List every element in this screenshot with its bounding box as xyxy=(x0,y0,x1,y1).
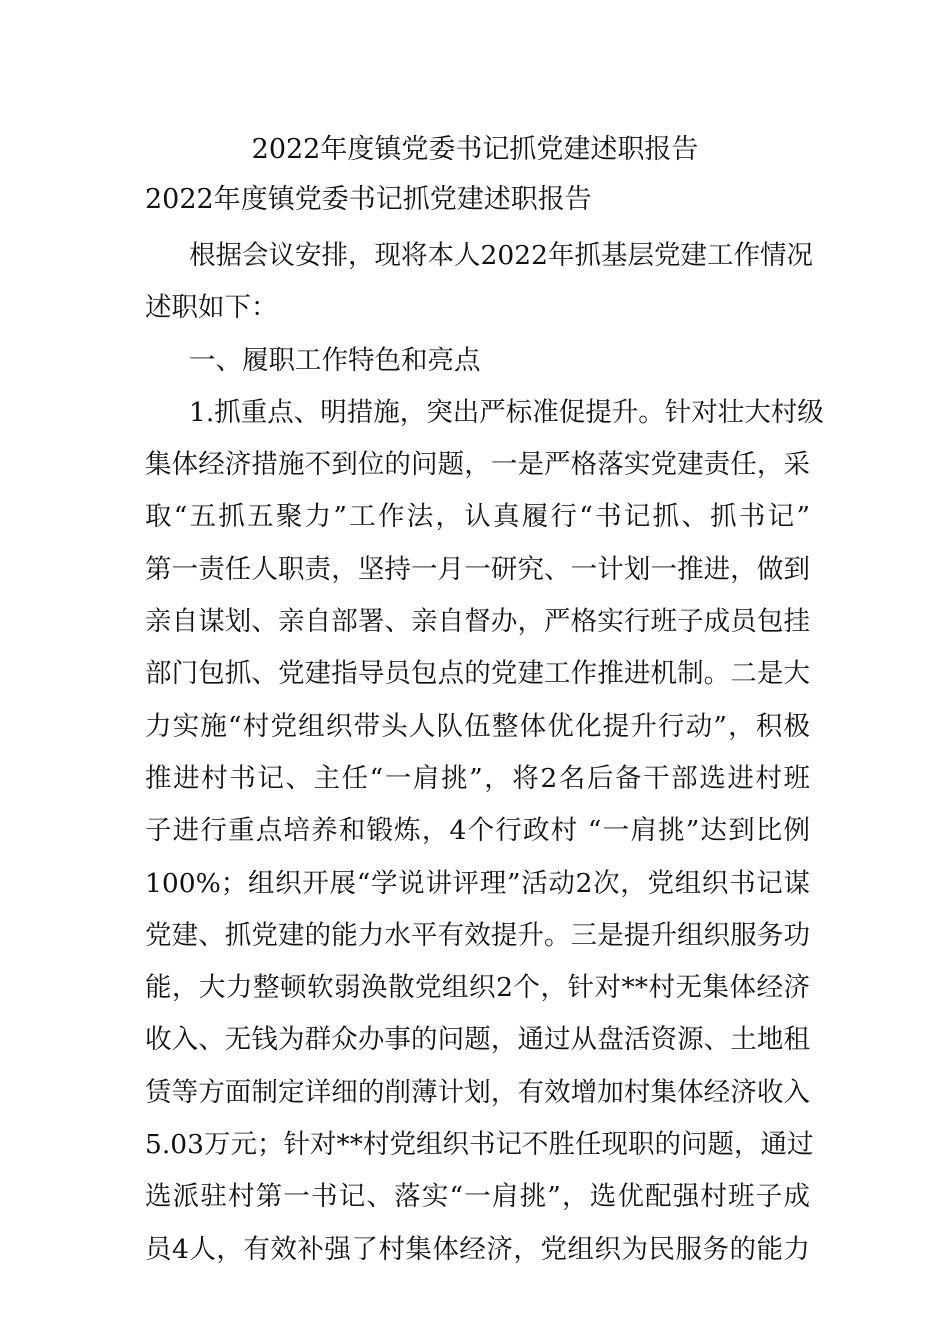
paragraph-line: 述职如下： xyxy=(145,292,278,324)
document-subtitle: 2022年度镇党委书记抓党建述职报告 xyxy=(145,184,592,215)
document-body xyxy=(145,230,824,1276)
paragraph-line: 收入、无钱为群众办事的问题，通过从盘活资源、土地租 xyxy=(145,1024,810,1056)
paragraph-line: 亲自谋划、亲自部署、亲自督办，严格实行班子成员包挂 xyxy=(145,606,810,638)
paragraph-line: 5.03万元；针对**村党组织书记不胜任现职的问题，通过 xyxy=(145,1129,814,1161)
paragraph-line: 集体经济措施不到位的问题，一是严格落实党建责任，采 xyxy=(145,449,810,481)
paragraph-line: 员4人，有效补强了村集体经济，党组织为民服务的能力 xyxy=(145,1233,810,1265)
paragraph-line: 能，大力整顿软弱涣散党组织2个，针对**村无集体经济 xyxy=(145,972,810,1004)
paragraph-line: 赁等方面制定详细的削薄计划，有效增加村集体经济收入 xyxy=(145,1076,810,1108)
paragraph-line: 力实施“村党组织带头人队伍整体优化提升行动”，积极 xyxy=(145,710,810,742)
paragraph-line: 根据会议安排，现将本人2022年抓基层党建工作情况 xyxy=(189,240,813,271)
paragraph-line: 推进村书记、主任“一肩挑”，将2名后备干部选进村班 xyxy=(145,762,810,794)
paragraph-line: 取“五抓五聚力”工作法，认真履行“书记抓、抓书记” xyxy=(145,501,810,533)
paragraph-line: 1.抓重点、明措施，突出严标准促提升。针对壮大村级 xyxy=(189,396,824,428)
document-title: 2022年度镇党委书记抓党建述职报告 xyxy=(251,134,699,165)
paragraph-line: 100%；组织开展“学说讲评理”活动2次，党组织书记谋 xyxy=(145,867,810,899)
paragraph-line: 部门包抓、党建指导员包点的党建工作推进机制。二是大 xyxy=(145,658,810,690)
section-heading: 一、履职工作特色和亮点 xyxy=(189,344,481,376)
paragraph-line: 第一责任人职责，坚持一月一研究、一计划一推进，做到 xyxy=(145,553,810,585)
paragraph-line: 子进行重点培养和锻炼，4个行政村 “一肩挑”达到比例 xyxy=(145,815,810,847)
paragraph-line: 党建、抓党建的能力水平有效提升。三是提升组织服务功 xyxy=(145,919,810,951)
paragraph-line: 选派驻村第一书记、落实“一肩挑”，选优配强村班子成 xyxy=(145,1181,810,1213)
